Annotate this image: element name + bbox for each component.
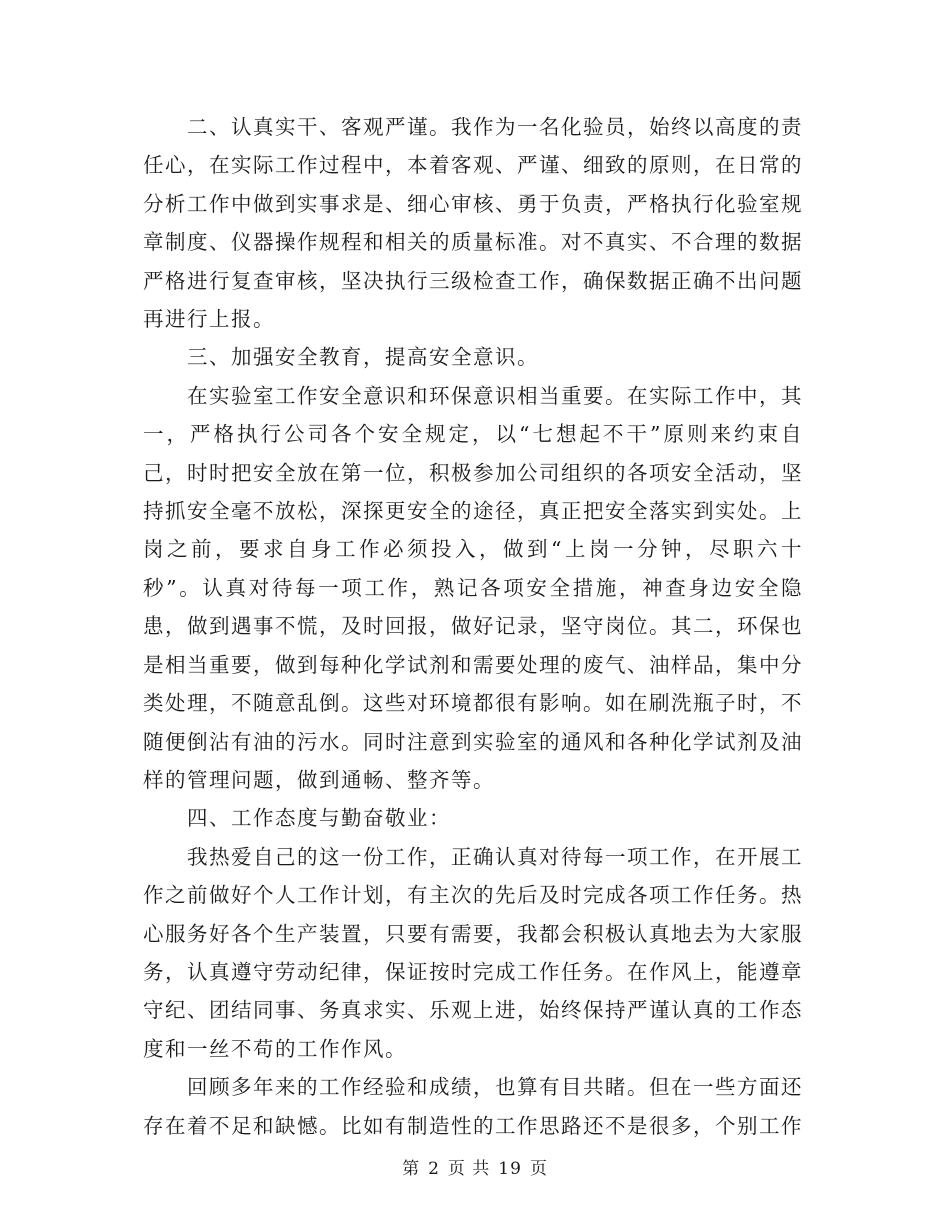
- document-body: [143, 108, 803, 1145]
- footer-middle: 页 共: [447, 1159, 491, 1179]
- footer-suffix: 页: [529, 1159, 548, 1179]
- paragraph-work-attitude: 我热爱自己的这一份工作，正确认真对待每一项工作，在开展工作之前做好个人工作计划，有主次的先后及时完成各项工作任务。热心服务好各个生产装置，只要有需要，我都会积极认真地去为大家服务，认真遵守劳动纪律，保证按时完成工作任务。在作风上，能遵章守纪、团结同事、务真求实、乐观上进，始终保持严谨认真的工作态度和一丝不苟的工作作风。: [143, 844, 803, 1061]
- heading-section-four: 四、工作态度与勤奋敬业：: [187, 806, 451, 831]
- footer-page-number: 2: [428, 1159, 440, 1179]
- paragraph-review: 回顾多年来的工作经验和成绩，也算有目共睹。但在一些方面还存在着不足和缺憾。比如有制造性的工作思路还不是很多，个别工作: [143, 1075, 803, 1138]
- paragraph-safety: 在实验室工作安全意识和环保意识相当重要。在实际工作中，其一，严格执行公司各个安全规定，以“七想起不干”原则来约束自己，时时把安全放在第一位，积极参加公司组织的各项安全活动，坚持抓安全毫不放松，深探更安全的途径，真正把安全落实到实处。上岗之前，要求自身工作必须投入，做到“上岗一分钟，尽职六十秒”。认真对待每一项工作，熟记各项安全措施，神查身边安全隐患，做到遇事不慌，及时回报，做好记录，坚守岗位。其二，环保也是相当重要，做到每种化学试剂和需要处理的废气、油样品，集中分类处理，不随意乱倒。这些对环境都很有影响。如在刷洗瓶子时，不随便倒沾有油的污水。同时注意到实验室的通风和各种化学试剂及油样的管理问题，做到通畅、整齐等。: [143, 383, 803, 792]
- heading-section-three: 三、加强安全教育，提高安全意识。: [187, 345, 539, 370]
- page-footer: [0, 1154, 950, 1179]
- footer-prefix: 第: [402, 1159, 421, 1179]
- paragraph-section-two: 二、认真实干、客观严谨。我作为一名化验员，始终以高度的责任心，在实际工作过程中，本着客观、严谨、细致的原则，在日常的分析工作中做到实事求是、细心审核、勇于负责，严格执行化验室规章制度、仪器操作规程和相关的质量标准。对不真实、不合理的数据严格进行复查审核，坚决执行三级检查工作，确保数据正确不出问题再进行上报。: [143, 115, 803, 332]
- footer-total-pages: 19: [498, 1159, 522, 1179]
